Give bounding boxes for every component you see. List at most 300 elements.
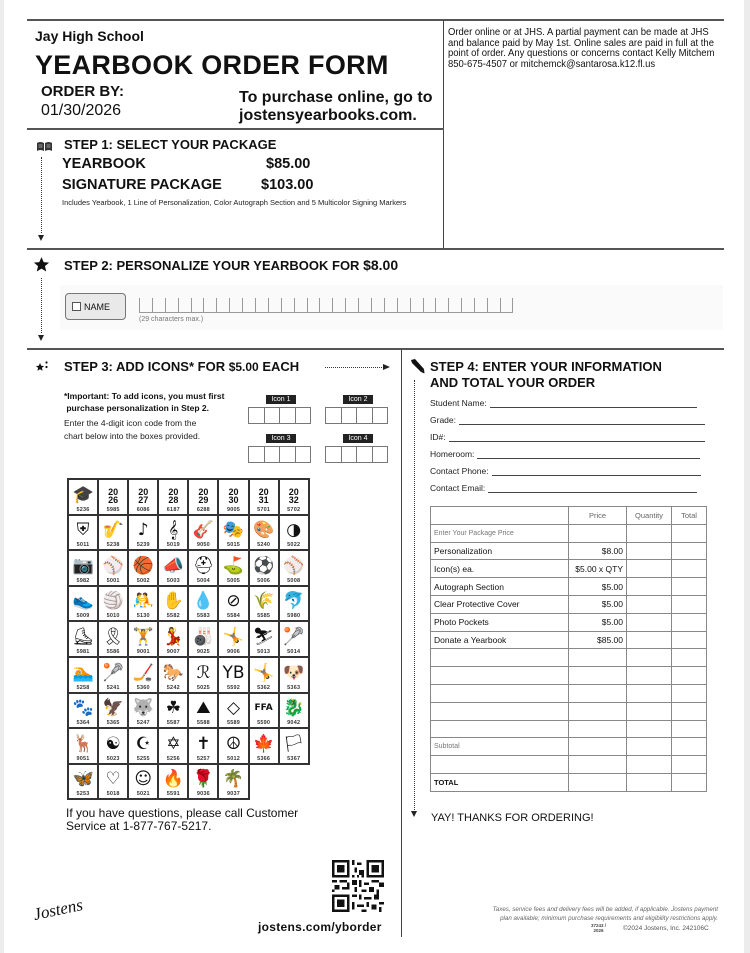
icon-option[interactable] xyxy=(129,622,159,658)
year-2031-icon xyxy=(259,485,269,507)
open-book-icon xyxy=(36,139,53,157)
field-label: Homeroom: xyxy=(430,449,475,459)
icon-option[interactable] xyxy=(69,729,99,765)
year-digits: 20 xyxy=(108,486,119,497)
icon-option[interactable] xyxy=(189,587,219,623)
icon-option[interactable] xyxy=(189,729,219,765)
megaphone-icon: 📣 xyxy=(162,555,184,576)
fine-print-line-2: plan available; minimum purchase requirements and eligibility restrictions apply. xyxy=(500,915,718,922)
icon-option[interactable] xyxy=(69,551,99,587)
icon-option[interactable] xyxy=(219,658,249,694)
item-cell[interactable] xyxy=(431,756,569,774)
jostens-logo: Jostens xyxy=(31,895,85,925)
year-digits: 20 xyxy=(288,486,299,497)
total-cell[interactable] xyxy=(672,595,707,613)
icon-code: 6187 xyxy=(166,506,180,513)
table-row xyxy=(431,738,707,756)
torch-icon: 🔥 xyxy=(162,769,184,790)
quantity-cell[interactable] xyxy=(627,667,672,685)
step2-rule xyxy=(27,348,724,350)
item-cell[interactable] xyxy=(431,720,569,738)
flag-icon: 🏳 xyxy=(282,733,305,754)
character-limit-note: (29 characters max.) xyxy=(139,316,204,323)
icon-option[interactable] xyxy=(129,480,159,516)
hand-icon: ✋ xyxy=(162,591,184,612)
icon-option[interactable] xyxy=(280,622,310,658)
step2-title-text: STEP 2: PERSONALIZE YOUR YEARBOOK FOR xyxy=(64,258,360,273)
field-input-line[interactable] xyxy=(490,399,697,408)
icon-code: 5256 xyxy=(166,755,180,762)
total-cell[interactable] xyxy=(672,702,707,720)
info-field-student-name[interactable] xyxy=(430,398,697,408)
icon-option[interactable] xyxy=(250,694,280,730)
table-row xyxy=(431,560,707,578)
icon-option[interactable] xyxy=(129,729,159,765)
flow-connector xyxy=(325,367,382,368)
name-char-box[interactable] xyxy=(229,298,242,313)
flow-connector xyxy=(414,380,415,810)
icon-option[interactable] xyxy=(129,551,159,587)
name-char-box[interactable] xyxy=(345,298,358,313)
checkbox-icon[interactable] xyxy=(72,302,81,311)
icon-code: 5002 xyxy=(136,577,150,584)
icon-code: 5241 xyxy=(106,684,120,691)
icon-2-code-boxes[interactable] xyxy=(325,407,387,424)
year-digits: 20 xyxy=(138,486,149,497)
order-url-link[interactable]: jostens.com/yborder xyxy=(258,920,382,934)
drama-masks-icon: 🎭 xyxy=(222,520,245,541)
band-icon: ♪ xyxy=(137,520,149,541)
icon-option[interactable] xyxy=(280,516,310,552)
icon-option[interactable] xyxy=(69,480,99,516)
saxophone-icon: 🎷 xyxy=(102,520,124,541)
icon-option[interactable] xyxy=(280,694,310,730)
quantity-cell[interactable] xyxy=(627,595,672,613)
icon-option[interactable] xyxy=(99,480,129,516)
icon-option[interactable] xyxy=(159,694,189,730)
questions-line-2: Service at 1-877-767-5217. xyxy=(66,819,212,833)
year-digits: 20 xyxy=(168,486,179,497)
icon-option[interactable] xyxy=(280,658,310,694)
icon-option[interactable] xyxy=(129,765,159,801)
icon-option[interactable] xyxy=(159,516,189,552)
total-cell[interactable] xyxy=(672,684,707,702)
icon-option[interactable] xyxy=(219,551,249,587)
price-cell: $5.00 xyxy=(569,613,627,631)
golf-icon: ⛳ xyxy=(222,555,245,576)
icon-option[interactable] xyxy=(189,622,219,658)
name-char-box[interactable] xyxy=(500,298,513,313)
name-char-box[interactable] xyxy=(487,298,500,313)
step1-title: STEP 1: SELECT YOUR PACKAGE xyxy=(64,137,277,152)
total-cell[interactable] xyxy=(672,667,707,685)
name-char-box[interactable] xyxy=(139,298,152,313)
price-cell[interactable] xyxy=(569,524,627,542)
football-helmet-icon: ⛑ xyxy=(192,555,215,576)
icon-option[interactable] xyxy=(69,622,99,658)
name-char-box[interactable] xyxy=(203,298,216,313)
icon-option[interactable] xyxy=(99,587,129,623)
name-char-box[interactable] xyxy=(281,298,294,313)
icon-1-code-boxes[interactable] xyxy=(248,407,310,424)
arrow-down-icon xyxy=(38,235,44,241)
wolf-icon: 🐺 xyxy=(132,698,154,719)
icon-option[interactable] xyxy=(219,516,249,552)
icon-code: 5015 xyxy=(226,542,241,549)
name-char-box[interactable] xyxy=(191,298,204,313)
total-cell[interactable] xyxy=(672,756,707,774)
name-char-box[interactable] xyxy=(423,298,436,313)
year-digits: 32 xyxy=(288,494,299,505)
table-row xyxy=(431,542,707,560)
price-cell[interactable] xyxy=(569,720,627,738)
package-yearbook-label[interactable]: YEARBOOK xyxy=(62,156,146,172)
quantity-cell[interactable] xyxy=(627,524,672,542)
name-char-box[interactable] xyxy=(268,298,281,313)
icon-option[interactable] xyxy=(250,587,280,623)
item-cell[interactable] xyxy=(431,667,569,685)
job-number-line-1: 37243 / xyxy=(591,923,607,928)
icon-code: 5022 xyxy=(287,542,301,549)
table-row xyxy=(431,667,707,685)
year-digits: 20 xyxy=(198,486,209,497)
price-cell: $5.00 x QTY xyxy=(569,560,627,578)
field-label: ID#: xyxy=(430,432,446,442)
icon-code: 5584 xyxy=(226,613,241,620)
crest-icon: ⛨ xyxy=(76,520,90,541)
school-name: Jay High School xyxy=(35,28,144,44)
icon-3-label: Icon 3 xyxy=(266,434,296,443)
table-row xyxy=(431,649,707,667)
name-char-box[interactable] xyxy=(397,298,410,313)
icon-code: 5014 xyxy=(287,648,301,655)
price-cell[interactable] xyxy=(569,702,627,720)
icon-chart xyxy=(67,478,310,800)
guitar-icon: 🎸 xyxy=(192,520,214,541)
price-cell: $5.00 xyxy=(569,595,627,613)
field-input-line[interactable] xyxy=(449,433,705,442)
icon-option[interactable] xyxy=(250,658,280,694)
qr-code[interactable] xyxy=(332,860,384,912)
column-header: Price xyxy=(569,507,627,525)
name-char-box[interactable] xyxy=(461,298,474,313)
basketball-icon: 🏀 xyxy=(132,555,154,576)
icon-option[interactable] xyxy=(159,765,189,801)
icon-option[interactable] xyxy=(129,516,159,552)
icon-code: 9001 xyxy=(136,648,150,655)
name-char-box[interactable] xyxy=(294,298,307,313)
total-cell[interactable] xyxy=(672,631,707,649)
quantity-cell[interactable] xyxy=(627,613,672,631)
graduation-cap-icon: 🎓 xyxy=(72,484,94,505)
icon-option[interactable] xyxy=(129,694,159,730)
icon-option[interactable] xyxy=(69,587,99,623)
icon-3-code-boxes[interactable] xyxy=(248,446,310,463)
icon-code: 5004 xyxy=(196,577,210,584)
icon-code: 9042 xyxy=(287,720,301,727)
icon-code: 5242 xyxy=(166,684,180,691)
icon-option[interactable] xyxy=(250,551,280,587)
icon-option[interactable] xyxy=(129,587,159,623)
price-cell[interactable] xyxy=(569,649,627,667)
icon-option[interactable] xyxy=(159,587,189,623)
icon-code: 5011 xyxy=(76,542,90,549)
icon-option[interactable] xyxy=(250,729,280,765)
icon-4-label: Icon 4 xyxy=(343,434,373,443)
total-cell[interactable] xyxy=(672,649,707,667)
icon-option[interactable] xyxy=(219,480,249,516)
icon-option[interactable] xyxy=(99,551,129,587)
name-char-box[interactable] xyxy=(216,298,229,313)
icon-code: 5701 xyxy=(257,506,271,513)
icon-option[interactable] xyxy=(69,694,99,730)
icon-4-code-boxes[interactable] xyxy=(325,446,387,463)
total-cell[interactable] xyxy=(672,524,707,542)
info-field-contact-phone[interactable] xyxy=(430,466,701,476)
name-char-box[interactable] xyxy=(371,298,384,313)
icon-option[interactable] xyxy=(219,587,249,623)
step3-price: $5.00 xyxy=(228,360,259,374)
online-url[interactable]: jostensyearbooks.com. xyxy=(239,107,417,124)
icon-option[interactable] xyxy=(280,551,310,587)
price-cell[interactable] xyxy=(569,756,627,774)
icon-option[interactable] xyxy=(159,622,189,658)
year-digits: 20 xyxy=(258,486,269,497)
name-checkbox[interactable] xyxy=(65,293,126,320)
icon-option[interactable] xyxy=(280,480,310,516)
name-char-box[interactable] xyxy=(448,298,461,313)
info-field-grade[interactable] xyxy=(430,415,705,425)
year-2032-icon xyxy=(289,485,299,507)
step4-title xyxy=(430,359,662,391)
icon-option[interactable] xyxy=(99,622,129,658)
icon-code: 5003 xyxy=(166,577,180,584)
icon-option[interactable] xyxy=(99,658,129,694)
icon-code: 5980 xyxy=(287,613,301,620)
order-total-table xyxy=(430,506,707,792)
info-field-id[interactable] xyxy=(430,432,705,442)
info-field-homeroom[interactable] xyxy=(430,449,700,459)
name-char-box[interactable] xyxy=(358,298,371,313)
instructions-line-2: chart below into the boxes provided. xyxy=(64,430,201,441)
icon-2-label: Icon 2 xyxy=(343,395,373,404)
icon-option[interactable] xyxy=(189,551,219,587)
name-char-box[interactable] xyxy=(165,298,178,313)
icon-code: 5360 xyxy=(136,684,150,691)
table-row xyxy=(431,578,707,596)
info-field-contact-email[interactable] xyxy=(430,483,697,493)
icon-code: 5253 xyxy=(76,791,90,798)
copyright: ©2024 Jostens, Inc. 242106C xyxy=(623,925,709,932)
page-edge xyxy=(0,0,4,953)
name-char-box[interactable] xyxy=(255,298,268,313)
quantity-cell[interactable] xyxy=(627,560,672,578)
icon-option[interactable] xyxy=(250,516,280,552)
table-row xyxy=(431,773,707,791)
icon-code: 5589 xyxy=(226,720,241,727)
field-label: Student Name: xyxy=(430,398,487,408)
price-cell: $8.00 xyxy=(569,542,627,560)
order-by-label: ORDER BY: xyxy=(41,83,125,100)
customer-service-note xyxy=(66,807,298,833)
deer-icon: 🦌 xyxy=(72,733,94,754)
icon-option[interactable] xyxy=(159,658,189,694)
name-char-box[interactable] xyxy=(384,298,397,313)
quantity-cell[interactable] xyxy=(627,631,672,649)
important-line-1: *Important: To add icons, you must first xyxy=(64,391,225,401)
online-line-1: To purchase online, go to xyxy=(239,89,433,106)
icon-option[interactable] xyxy=(189,658,219,694)
icon-option[interactable] xyxy=(69,516,99,552)
total-cell[interactable] xyxy=(672,578,707,596)
icon-option[interactable] xyxy=(219,765,249,801)
icon-code: 5012 xyxy=(226,755,241,762)
hockey-sticks-icon: 🏒 xyxy=(132,662,154,683)
fine-print xyxy=(493,905,718,923)
total-cell[interactable] xyxy=(672,720,707,738)
icon-option[interactable] xyxy=(250,622,280,658)
icon-option[interactable] xyxy=(159,480,189,516)
quantity-cell[interactable] xyxy=(627,738,672,756)
quantity-cell[interactable] xyxy=(627,720,672,738)
price-cell[interactable] xyxy=(569,738,627,756)
quantity-cell[interactable] xyxy=(627,702,672,720)
quantity-cell[interactable] xyxy=(627,773,672,791)
price-cell[interactable] xyxy=(569,684,627,702)
name-char-box[interactable] xyxy=(435,298,448,313)
stars-icon xyxy=(35,359,49,377)
icon-option[interactable] xyxy=(99,516,129,552)
name-character-input[interactable] xyxy=(139,298,513,313)
name-char-box[interactable] xyxy=(474,298,487,313)
name-char-box[interactable] xyxy=(242,298,255,313)
name-char-box[interactable] xyxy=(152,298,165,313)
flow-connector xyxy=(41,278,42,333)
ribbon-icon: 🎗 xyxy=(102,626,124,647)
name-char-box[interactable] xyxy=(178,298,191,313)
icon-option[interactable] xyxy=(280,729,310,765)
icon-code: 5982 xyxy=(76,577,90,584)
icon-option[interactable] xyxy=(159,551,189,587)
volleyball-icon: 🏐 xyxy=(102,591,124,612)
icon-code: 9006 xyxy=(226,648,241,655)
script-r-icon: ℛ xyxy=(196,662,211,683)
table-header-row xyxy=(431,507,707,525)
icon-option[interactable] xyxy=(69,765,99,801)
item-cell: Subtotal xyxy=(431,738,569,756)
icon-option[interactable] xyxy=(189,765,219,801)
icon-code: 5240 xyxy=(257,542,271,549)
price-cell[interactable] xyxy=(569,667,627,685)
icon-code: 5590 xyxy=(257,720,271,727)
icon-code: 5001 xyxy=(106,577,120,584)
peace-sign-icon: ☮ xyxy=(225,733,242,754)
icon-code: 9036 xyxy=(196,791,210,798)
field-input-line[interactable] xyxy=(477,450,700,459)
icon-code: 9051 xyxy=(76,755,90,762)
dancer-icon: 💃 xyxy=(162,626,184,647)
camera-icon: 📷 xyxy=(72,555,94,576)
item-cell[interactable] xyxy=(431,649,569,667)
bulldog-icon: 🐶 xyxy=(283,662,305,683)
icon-code: 5021 xyxy=(136,791,150,798)
icon-option[interactable] xyxy=(159,729,189,765)
icon-option[interactable] xyxy=(219,729,249,765)
wrestling-icon: 🤼 xyxy=(132,591,154,612)
package-signature-label[interactable]: SIGNATURE PACKAGE xyxy=(62,177,222,193)
butterfly-icon: 🦋 xyxy=(72,769,94,790)
icon-code: 5257 xyxy=(196,755,210,762)
field-input-line[interactable] xyxy=(492,467,701,476)
icon-option[interactable] xyxy=(219,694,249,730)
icon-option[interactable] xyxy=(219,622,249,658)
icon-instructions xyxy=(64,417,200,442)
quantity-cell[interactable] xyxy=(627,542,672,560)
price-cell[interactable] xyxy=(569,773,627,791)
winged-foot-icon: 👟 xyxy=(72,591,94,612)
name-char-box[interactable] xyxy=(332,298,345,313)
order-by-date: 01/30/2026 xyxy=(41,102,122,119)
icon-option[interactable] xyxy=(99,765,129,801)
four-h-clover-icon: ☘ xyxy=(165,698,181,719)
icon-option[interactable] xyxy=(250,480,280,516)
icon-option[interactable] xyxy=(99,729,129,765)
icon-option[interactable] xyxy=(189,480,219,516)
item-cell[interactable] xyxy=(431,684,569,702)
icon-code: 5130 xyxy=(136,613,150,620)
field-input-line[interactable] xyxy=(459,416,705,425)
name-char-box[interactable] xyxy=(307,298,320,313)
name-char-box[interactable] xyxy=(319,298,332,313)
icon-option[interactable] xyxy=(129,658,159,694)
skier-icon: ⛷ xyxy=(252,626,275,647)
icon-option[interactable] xyxy=(69,658,99,694)
quantity-cell[interactable] xyxy=(627,649,672,667)
icon-option[interactable] xyxy=(280,587,310,623)
icon-code: 5363 xyxy=(287,684,301,691)
field-label: Contact Email: xyxy=(430,483,486,493)
icon-code: 5592 xyxy=(226,684,241,691)
icon-code: 5008 xyxy=(287,577,301,584)
field-input-line[interactable] xyxy=(488,484,697,493)
star-icon xyxy=(33,256,50,278)
total-cell[interactable] xyxy=(672,542,707,560)
hearts-icon: ♡ xyxy=(105,769,121,790)
questions-line-1: If you have questions, please call Customer xyxy=(66,806,299,820)
total-cell[interactable] xyxy=(672,560,707,578)
icon-code: 5585 xyxy=(257,613,271,620)
column-header xyxy=(431,507,569,525)
baseball-bats-icon: ⚾ xyxy=(102,555,124,576)
total-cell[interactable] xyxy=(672,773,707,791)
lacrosse-icon: 🥍 xyxy=(283,626,305,647)
year-2030-icon xyxy=(229,485,239,507)
icon-code: 5582 xyxy=(166,613,180,620)
icon-option[interactable] xyxy=(189,516,219,552)
year-2028-icon xyxy=(168,485,178,507)
item-cell[interactable] xyxy=(431,702,569,720)
total-cell[interactable] xyxy=(672,738,707,756)
name-char-box[interactable] xyxy=(410,298,423,313)
quantity-cell[interactable] xyxy=(627,756,672,774)
cheerleader-icon: 🤸 xyxy=(253,662,275,683)
icon-option[interactable] xyxy=(189,694,219,730)
total-cell[interactable] xyxy=(672,613,707,631)
quantity-cell[interactable] xyxy=(627,684,672,702)
column-header: Total xyxy=(672,507,707,525)
icon-option[interactable] xyxy=(99,694,129,730)
quantity-cell[interactable] xyxy=(627,578,672,596)
